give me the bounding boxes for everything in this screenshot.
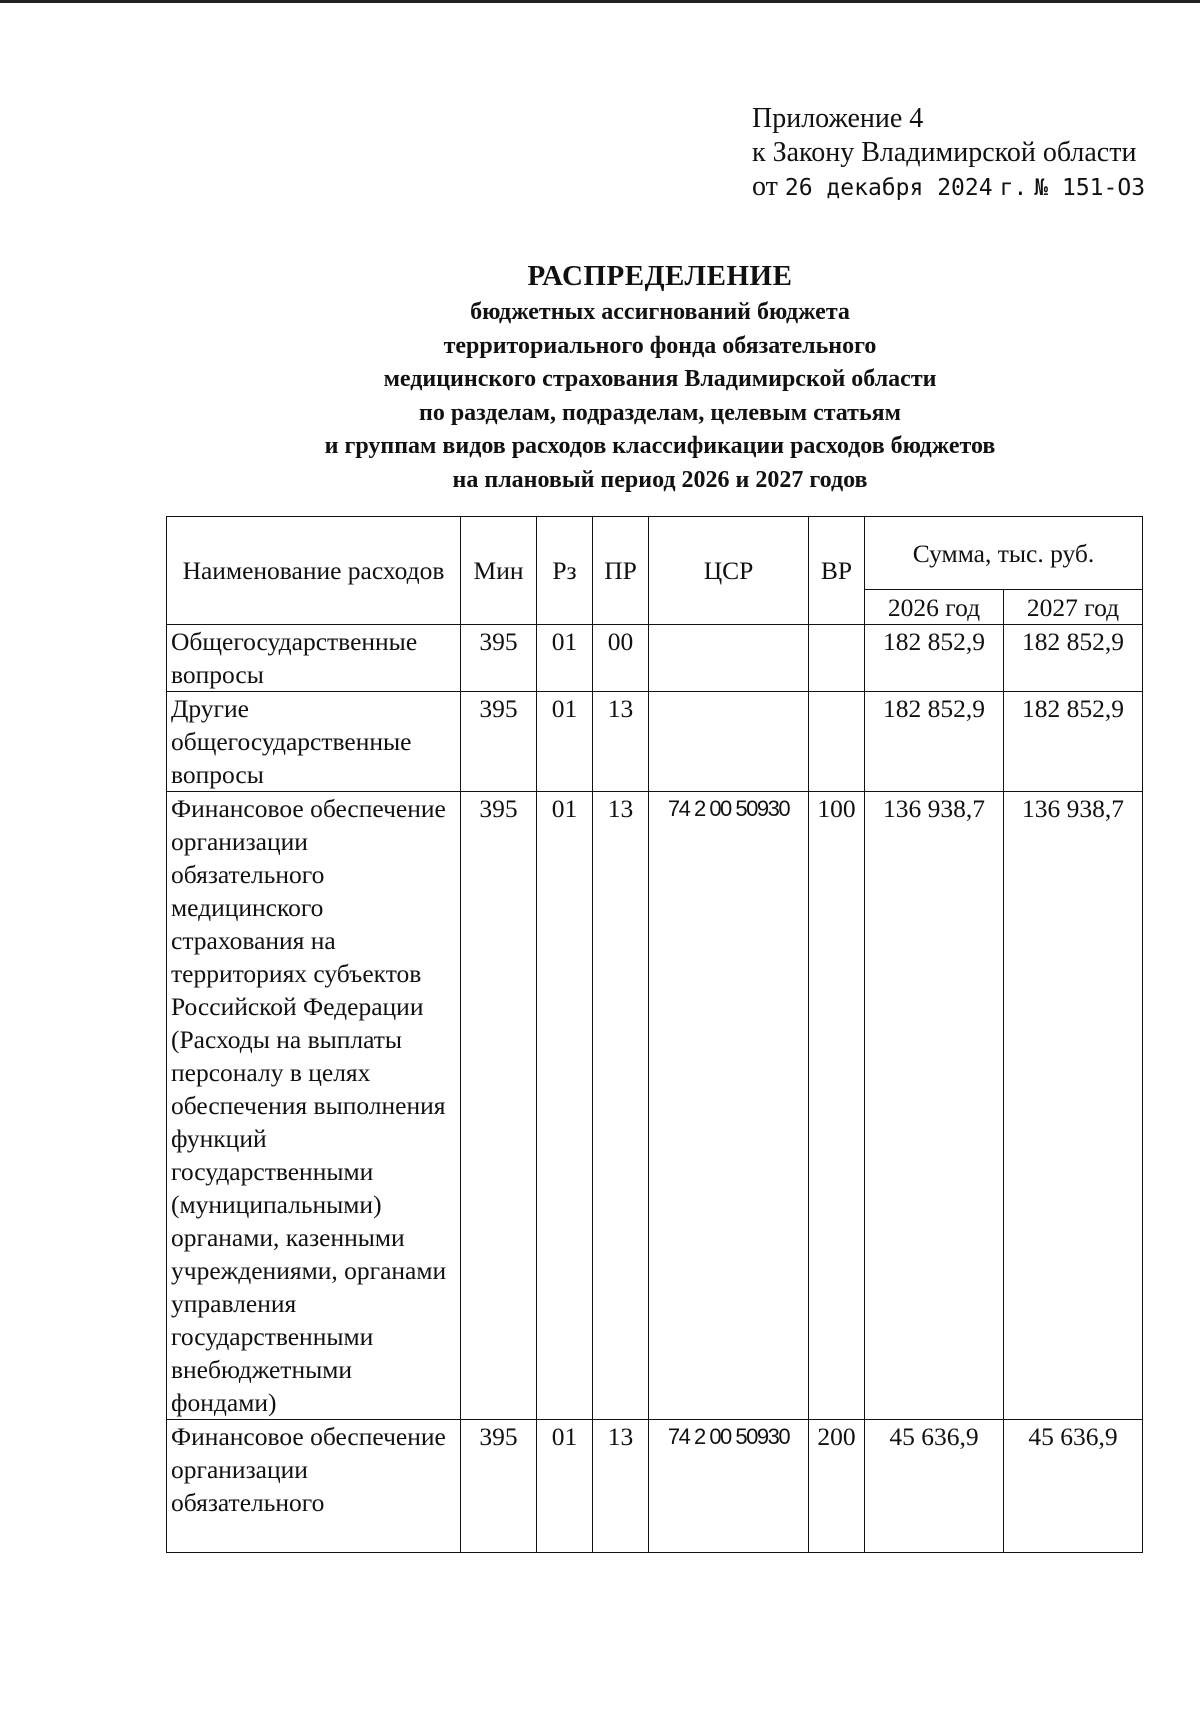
budget-table <box>166 516 1143 1553</box>
cell-sum-2026: 136 938,7 <box>865 792 1004 1420</box>
cell-min: 395 <box>461 792 537 1420</box>
cell-pr: 13 <box>593 1420 649 1553</box>
cell-rz: 01 <box>537 692 593 792</box>
table-row <box>167 792 1143 1420</box>
cell-csr <box>649 625 809 692</box>
annex-law-number: № 151-ОЗ <box>1034 175 1146 201</box>
annex-date-line <box>752 170 1182 205</box>
header-vr: ВР <box>809 517 865 625</box>
annex-date-prefix: от <box>752 171 778 202</box>
scan-top-edge <box>0 0 1200 3</box>
cell-vr <box>809 625 865 692</box>
cell-sum-2026: 182 852,9 <box>865 625 1004 692</box>
header-rz: Рз <box>537 517 593 625</box>
header-year-2027: 2027 год <box>1004 590 1143 625</box>
cell-sum-2027: 45 636,9 <box>1004 1420 1143 1553</box>
cell-rz: 01 <box>537 792 593 1420</box>
cell-csr: 74 2 00 50930 <box>649 792 809 1420</box>
header-min: Мин <box>461 517 537 625</box>
title-line: по разделам, подразделам, целевым статьям <box>418 399 901 426</box>
cell-sum-2026: 182 852,9 <box>865 692 1004 792</box>
cell-min: 395 <box>461 625 537 692</box>
cell-sum-2027: 182 852,9 <box>1004 625 1143 692</box>
table-row <box>167 1420 1143 1553</box>
cell-min: 395 <box>461 692 537 792</box>
header-pr: ПР <box>593 517 649 625</box>
document-title <box>160 256 1160 497</box>
cell-vr: 200 <box>809 1420 865 1553</box>
title-line: на плановый период 2026 и 2027 годов <box>452 466 868 493</box>
annex-date-day: 26 декабря 2024 <box>784 175 993 201</box>
cell-sum-2026: 45 636,9 <box>865 1420 1004 1553</box>
header-sum: Сумма, тыс. руб. <box>865 517 1143 590</box>
annex-number: Приложение 4 <box>752 103 924 134</box>
cell-name: Другие общегосударственные вопросы <box>167 692 461 792</box>
cell-sum-2027: 136 938,7 <box>1004 792 1143 1420</box>
annex-law-ref: к Закону Владимирской области <box>752 137 1137 168</box>
annex-header <box>752 102 1182 205</box>
title-line: и группам видов расходов классификации расходов бюджетов <box>324 433 996 459</box>
title-line: бюджетных ассигнований бюджета <box>470 299 850 325</box>
header-csr: ЦСР <box>649 517 809 625</box>
cell-name: Общегосударственные вопросы <box>167 625 461 692</box>
cell-rz: 01 <box>537 1420 593 1553</box>
cell-pr: 00 <box>593 625 649 692</box>
header-year-2026: 2026 год <box>865 590 1004 625</box>
annex-date-year-suffix: г. <box>999 175 1028 201</box>
cell-pr: 13 <box>593 792 649 1420</box>
cell-sum-2027: 182 852,9 <box>1004 692 1143 792</box>
cell-vr <box>809 692 865 792</box>
cell-rz: 01 <box>537 625 593 692</box>
title-line: медицинского страхования Владимирской области <box>383 366 937 392</box>
table-row <box>167 625 1143 692</box>
title-line: территориального фонда обязательного <box>443 332 877 359</box>
cell-name: Финансовое обеспечение организации обязательного медицинского страхования на территориях субъектов Российской Федерации (Расходы на выплаты персоналу в целях обеспечения выполнения функций государственными (муниципальными) органами, казенными учреждениями, органами управления государственными внебюджетными фондами) <box>167 792 461 1420</box>
cell-csr <box>649 692 809 792</box>
title-main: РАСПРЕДЕЛЕНИЕ <box>527 260 793 292</box>
table-row <box>167 692 1143 792</box>
cell-min: 395 <box>461 1420 537 1553</box>
cell-name: Финансовое обеспечение организации обязательного <box>167 1420 461 1553</box>
cell-vr: 100 <box>809 792 865 1420</box>
cell-pr: 13 <box>593 692 649 792</box>
cell-csr: 74 2 00 50930 <box>649 1420 809 1553</box>
header-name: Наименование расходов <box>167 517 461 625</box>
